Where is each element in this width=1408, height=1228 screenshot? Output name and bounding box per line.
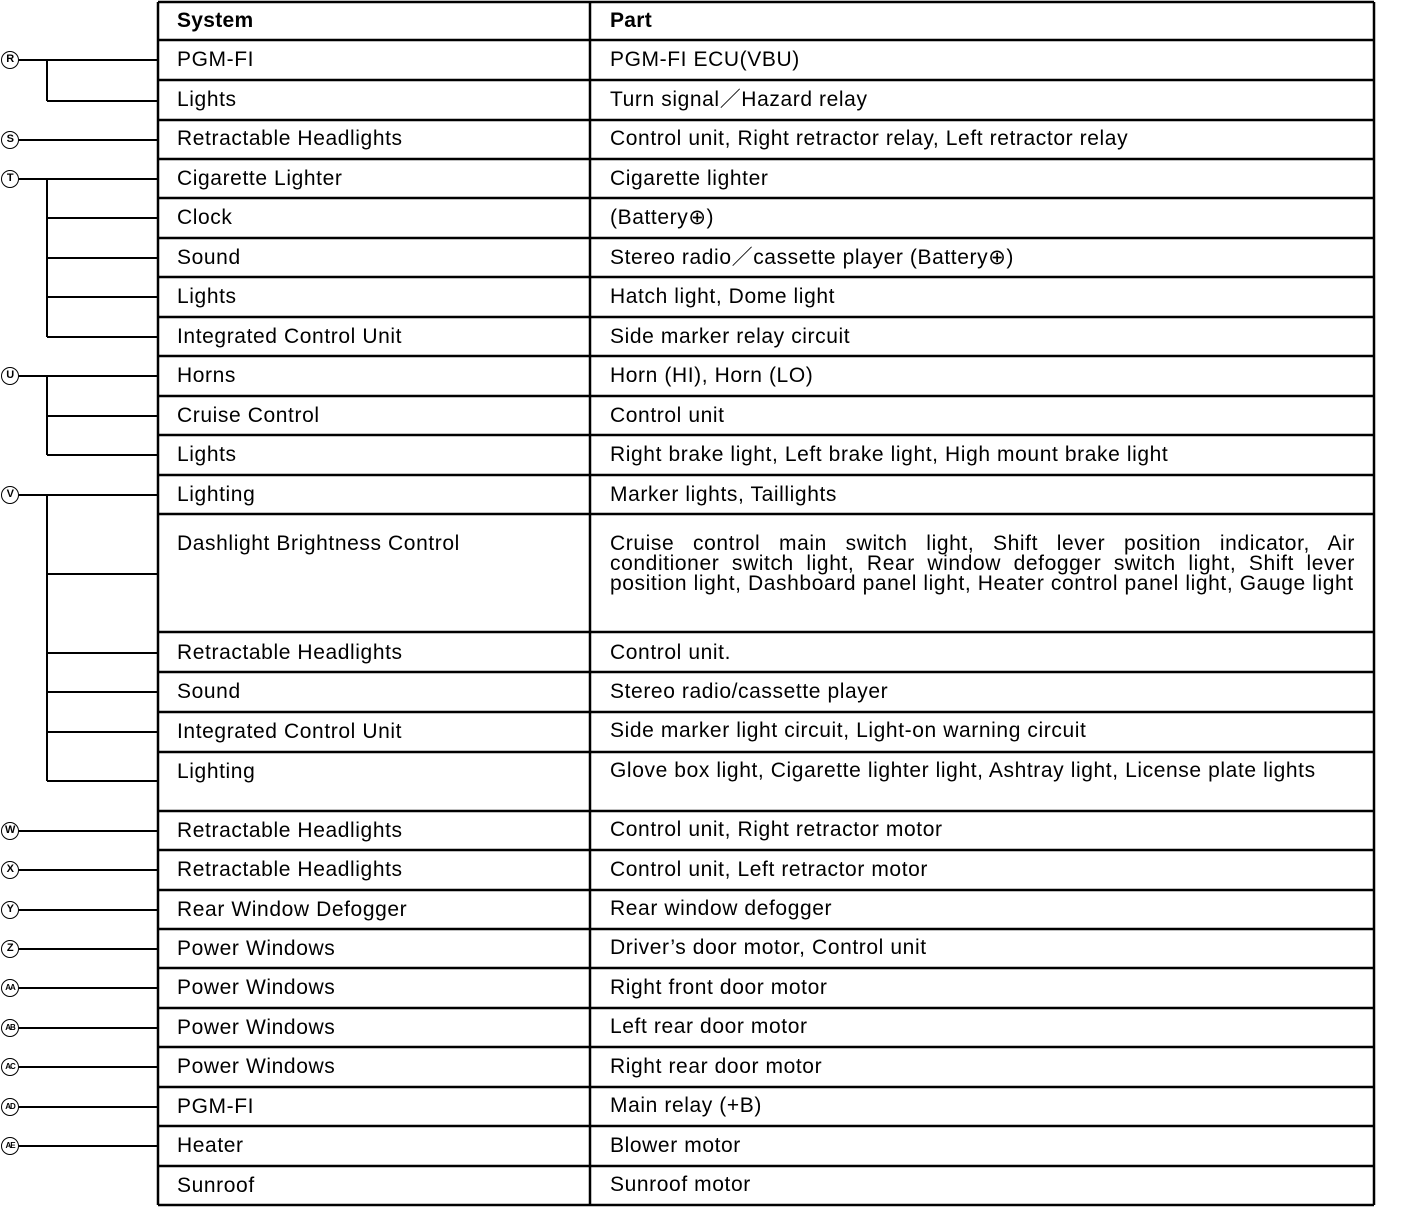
- system-cell: Power Windows: [177, 976, 336, 999]
- circuit-label-y: Y: [1, 901, 19, 919]
- system-cell: Sunroof: [177, 1174, 255, 1197]
- system-cell: PGM-FI: [177, 1095, 255, 1118]
- system-cell: Retractable Headlights: [177, 127, 403, 150]
- system-cell: Retractable Headlights: [177, 819, 403, 842]
- part-cell: Stereo radio/cassette player: [610, 680, 889, 703]
- part-cell: Turn signal／Hazard relay: [610, 88, 868, 111]
- part-cell: Rear window defogger: [610, 897, 833, 920]
- system-cell: Lighting: [177, 483, 256, 506]
- circuit-label-x: X: [1, 861, 19, 879]
- part-cell: Blower motor: [610, 1134, 741, 1157]
- part-cell: (Battery⊕): [610, 206, 715, 229]
- circuit-label-r: R: [1, 51, 19, 69]
- system-cell: Lighting: [177, 760, 256, 783]
- part-cell: Glove box light, Cigarette lighter light, Ashtray light, License plate lights: [610, 759, 1316, 782]
- system-cell: PGM-FI: [177, 48, 255, 71]
- circuit-label-aa: AA: [1, 979, 19, 997]
- part-cell: Right brake light, Left brake light, High mount brake light: [610, 443, 1169, 466]
- circuit-label-ad: AD: [1, 1098, 19, 1116]
- system-cell: Sound: [177, 680, 241, 703]
- part-cell: Control unit: [610, 404, 725, 427]
- system-cell: Clock: [177, 206, 233, 229]
- system-cell: Power Windows: [177, 937, 336, 960]
- circuit-label-ab: AB: [1, 1019, 19, 1037]
- header-part: Part: [610, 9, 653, 32]
- system-cell: Integrated Control Unit: [177, 325, 403, 348]
- part-cell: Cigarette lighter: [610, 167, 769, 190]
- part-cell: Sunroof motor: [610, 1173, 751, 1196]
- part-cell: Side marker light circuit, Light-on warning circuit: [610, 719, 1087, 742]
- system-cell: Heater: [177, 1134, 244, 1157]
- part-cell: PGM-FI ECU(VBU): [610, 48, 800, 71]
- part-cell: Horn (HI), Horn (LO): [610, 364, 814, 387]
- circuit-label-t: T: [1, 170, 19, 188]
- circuit-label-ae: AE: [1, 1137, 19, 1155]
- system-cell: Dashlight Brightness Control: [177, 532, 460, 555]
- circuit-label-w: W: [1, 822, 19, 840]
- circuit-label-z: Z: [1, 940, 19, 958]
- system-cell: Retractable Headlights: [177, 858, 403, 881]
- part-cell: Left rear door motor: [610, 1015, 808, 1038]
- part-cell: Hatch light, Dome light: [610, 285, 836, 308]
- part-cell: Right front door motor: [610, 976, 828, 999]
- part-cell: Driver’s door motor, Control unit: [610, 936, 927, 959]
- system-cell: Lights: [177, 88, 237, 111]
- system-cell: Cigarette Lighter: [177, 167, 343, 190]
- system-cell: Rear Window Defogger: [177, 898, 408, 921]
- part-cell: Control unit, Right retractor relay, Left retractor relay: [610, 127, 1129, 150]
- circuit-label-s: S: [1, 131, 19, 149]
- part-cell: Right rear door motor: [610, 1055, 823, 1078]
- system-cell: Power Windows: [177, 1016, 336, 1039]
- part-cell: Side marker relay circuit: [610, 325, 851, 348]
- circuit-label-v: V: [1, 486, 19, 504]
- part-cell: Stereo radio／cassette player (Battery⊕): [610, 246, 1014, 269]
- circuit-label-ac: AC: [1, 1058, 19, 1076]
- header-system: System: [177, 9, 254, 32]
- system-cell: Lights: [177, 285, 237, 308]
- part-cell: Control unit.: [610, 641, 732, 664]
- system-cell: Power Windows: [177, 1055, 336, 1078]
- part-cell: Control unit, Left retractor motor: [610, 858, 929, 881]
- system-cell: Integrated Control Unit: [177, 720, 403, 743]
- part-cell: Marker lights, Taillights: [610, 483, 838, 506]
- system-cell: Sound: [177, 246, 241, 269]
- part-cell: Control unit, Right retractor motor: [610, 818, 943, 841]
- circuit-label-u: U: [1, 367, 19, 385]
- system-cell: Retractable Headlights: [177, 641, 403, 664]
- system-cell: Lights: [177, 443, 237, 466]
- system-cell: Horns: [177, 364, 237, 387]
- system-cell: Cruise Control: [177, 404, 320, 427]
- part-cell: Cruise control main switch light, Shift lever position indicator, Air conditioner switch light, Rear window defogger switch light, Shift lever position light, Dashboard panel light, Heater control panel light, Gauge light: [610, 532, 1355, 595]
- part-cell: Main relay (+B): [610, 1094, 762, 1117]
